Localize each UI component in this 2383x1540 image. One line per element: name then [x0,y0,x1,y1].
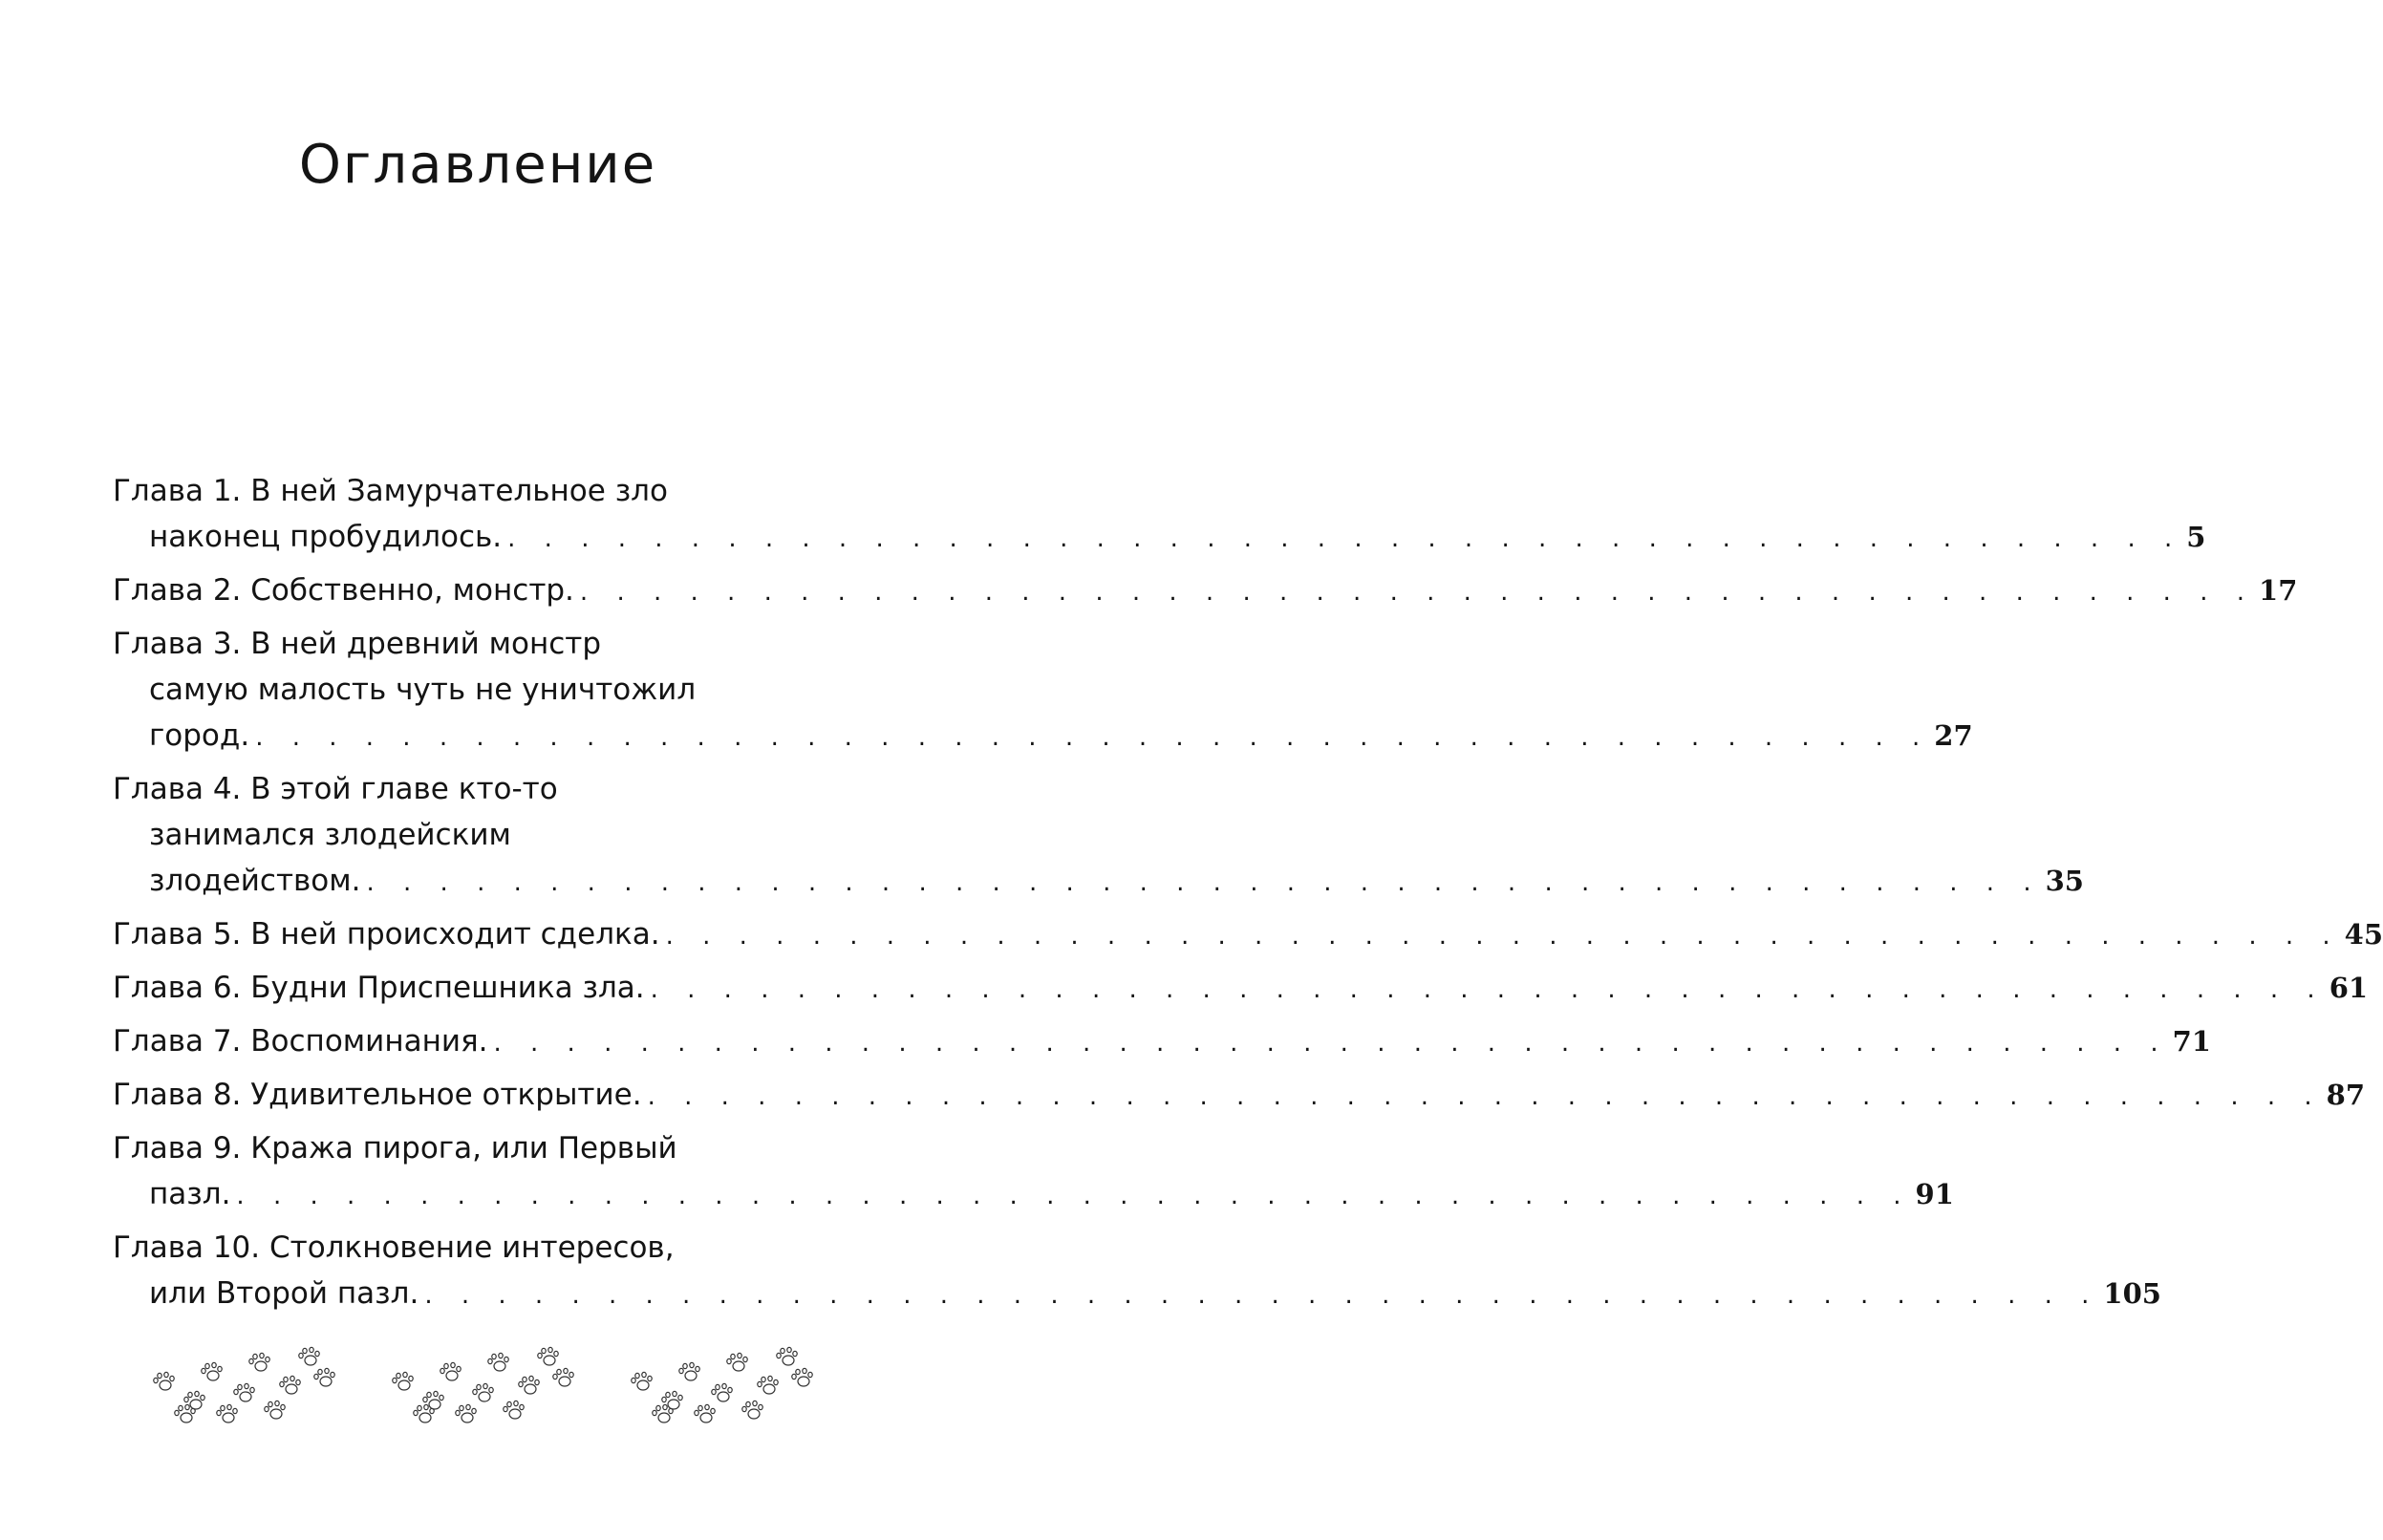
paw-prints-icon [740,1401,764,1422]
toc-entry[interactable] [113,1125,1954,1217]
toc-entry-title [113,766,839,812]
paw-prints-icon [789,1368,814,1389]
toc-page-number: 105 [2103,1277,2161,1310]
toc-entry[interactable] [113,1072,2366,1118]
toc-entry-continuation [113,713,1973,759]
paw-prints-icon [438,1362,462,1383]
toc-entry-title [113,468,839,514]
paw-prints-icon [311,1368,336,1389]
toc-entry-text: Глава 3. В ней древний монстр [113,627,607,661]
toc-entry-continuation [113,812,839,858]
paw-print-group [621,1345,812,1422]
paw-print-group [143,1345,334,1422]
paw-prints-icon [247,1353,271,1374]
toc-entry[interactable] [113,766,2084,904]
toc-entry[interactable] [113,965,2369,1011]
toc-page-number: 71 [2172,1025,2211,1058]
toc-page-number: 35 [2045,865,2084,897]
toc-entry[interactable] [113,468,2206,560]
toc-entry-title [113,911,2383,957]
paw-prints-icon [262,1401,287,1422]
paw-prints-icon [692,1404,717,1425]
dot-leader: . . . . . . . . . . . . . . . . . . . . . . . . . . . . . . . . . . . . . . . . . . . . . . [236,1182,1912,1210]
dot-leader: . . . . . . . . . . . . . . . . . . . . . . . . . . . . . . . . . . . . . . . . . . . . . . [255,723,1931,752]
paw-prints-icon [277,1376,302,1397]
toc-page-number: 87 [2326,1079,2366,1111]
toc-entry-text: Глава 10. Столкновение интересов, [113,1230,680,1265]
paw-prints-icon [199,1362,224,1383]
paw-print-group [382,1345,573,1422]
paw-prints-icon [629,1372,654,1393]
paw-prints-icon [390,1372,415,1393]
toc-page-number: 45 [2344,918,2383,951]
paw-prints-icon [453,1404,478,1425]
dot-leader: . . . . . . . . . . . . . . . . . . . . . . . . . . . . . . . . . . . . . . . . . . . . . . [665,922,2341,951]
dot-leader: . . . . . . . . . . . . . . . . . . . . . . . . . . . . . . . . . . . . . . . . . . . . . . [507,524,2183,553]
paw-prints-icon [709,1383,734,1404]
toc-page-number: 27 [1934,719,1973,752]
toc-entry-text: самую малость чуть не уничтожил [149,673,701,707]
toc-page-number: 91 [1915,1178,1954,1210]
toc-entry-continuation [113,1271,2161,1316]
toc-entry[interactable] [113,567,2298,613]
paw-prints-icon [535,1347,560,1368]
paw-prints-icon [172,1404,197,1425]
toc-entry-title [113,1125,839,1171]
toc-entry-title [113,1018,2211,1064]
paw-prints-icon [755,1376,780,1397]
toc-entry-text: или Второй пазл. [149,1271,424,1316]
dot-leader: . . . . . . . . . . . . . . . . . . . . . . . . . . . . . . . . . . . . . . . . . . . . . . [650,975,2326,1004]
dot-leader: . . . . . . . . . . . . . . . . . . . . . . . . . . . . . . . . . . . . . . . . . . . . . . [647,1082,2323,1111]
toc-entry-text: город. [149,713,255,759]
toc-entry[interactable] [113,621,1973,759]
toc-entry-text: Глава 5. В ней происходит сделка. [113,911,666,957]
toc-entry[interactable] [113,911,2383,957]
paw-prints-icon [774,1347,799,1368]
toc-entry-text: злодейством. [149,858,367,904]
toc-entry-title [113,567,2298,613]
paw-prints-icon [650,1404,675,1425]
toc-entry-text: наконец пробудилось. [149,514,507,560]
toc-entry-text: Глава 2. Собственно, монстр. [113,567,580,613]
paw-prints-icon [296,1347,321,1368]
toc-entry-text: Глава 4. В этой главе кто-то [113,772,564,806]
paw-prints-icon [214,1404,239,1425]
paw-prints-icon [501,1401,526,1422]
toc-entry-text: Глава 9. Кража пирога, или Первый [113,1131,683,1166]
toc-entry-text: Глава 8. Удивительное открытие. [113,1072,648,1118]
dot-leader: . . . . . . . . . . . . . . . . . . . . . . . . . . . . . . . . . . . . . . . . . . . . . . [493,1029,2169,1058]
paw-prints-icon [485,1353,510,1374]
toc-entry-continuation [113,514,2206,560]
paw-prints-icon [151,1372,176,1393]
paw-prints-icon [411,1404,436,1425]
toc-entry-title [113,621,839,667]
paw-prints-icon [516,1376,541,1397]
paw-prints-icon [550,1368,575,1389]
toc-entry-text: Глава 7. Воспоминания. [113,1018,494,1064]
toc-entry-title [113,1225,839,1271]
toc-entry[interactable] [113,1018,2211,1064]
toc-entry-text: Глава 6. Будни Приспешника зла. [113,965,651,1011]
toc-entry-title [113,1072,2366,1118]
toc-page-number: 17 [2259,574,2298,607]
toc-entry-text: пазл. [149,1171,236,1217]
paw-prints-icon [676,1362,701,1383]
toc-entry-continuation [113,1171,1954,1217]
toc-entry-continuation [113,858,2084,904]
paw-prints-icon [470,1383,495,1404]
table-of-contents [113,468,2383,1324]
toc-entry-text: занимался злодейским [149,818,517,852]
toc-page-number: 61 [2329,972,2369,1004]
page-title: Оглавление [298,134,657,196]
dot-leader: . . . . . . . . . . . . . . . . . . . . . . . . . . . . . . . . . . . . . . . . . . . . . . [366,868,2042,897]
toc-entry-continuation [113,667,839,713]
paw-prints-icon [724,1353,749,1374]
dot-leader: . . . . . . . . . . . . . . . . . . . . . . . . . . . . . . . . . . . . . . . . . . . . . . [424,1281,2100,1310]
dot-leader: . . . . . . . . . . . . . . . . . . . . . . . . . . . . . . . . . . . . . . . . . . . . . . [579,578,2256,607]
toc-entry[interactable] [113,1225,2161,1316]
toc-entry-title [113,965,2369,1011]
toc-entry-text: Глава 1. В ней Замурчательное зло [113,474,674,508]
toc-page-number: 5 [2186,521,2206,553]
paw-prints-decoration [143,1345,812,1422]
paw-prints-icon [231,1383,256,1404]
